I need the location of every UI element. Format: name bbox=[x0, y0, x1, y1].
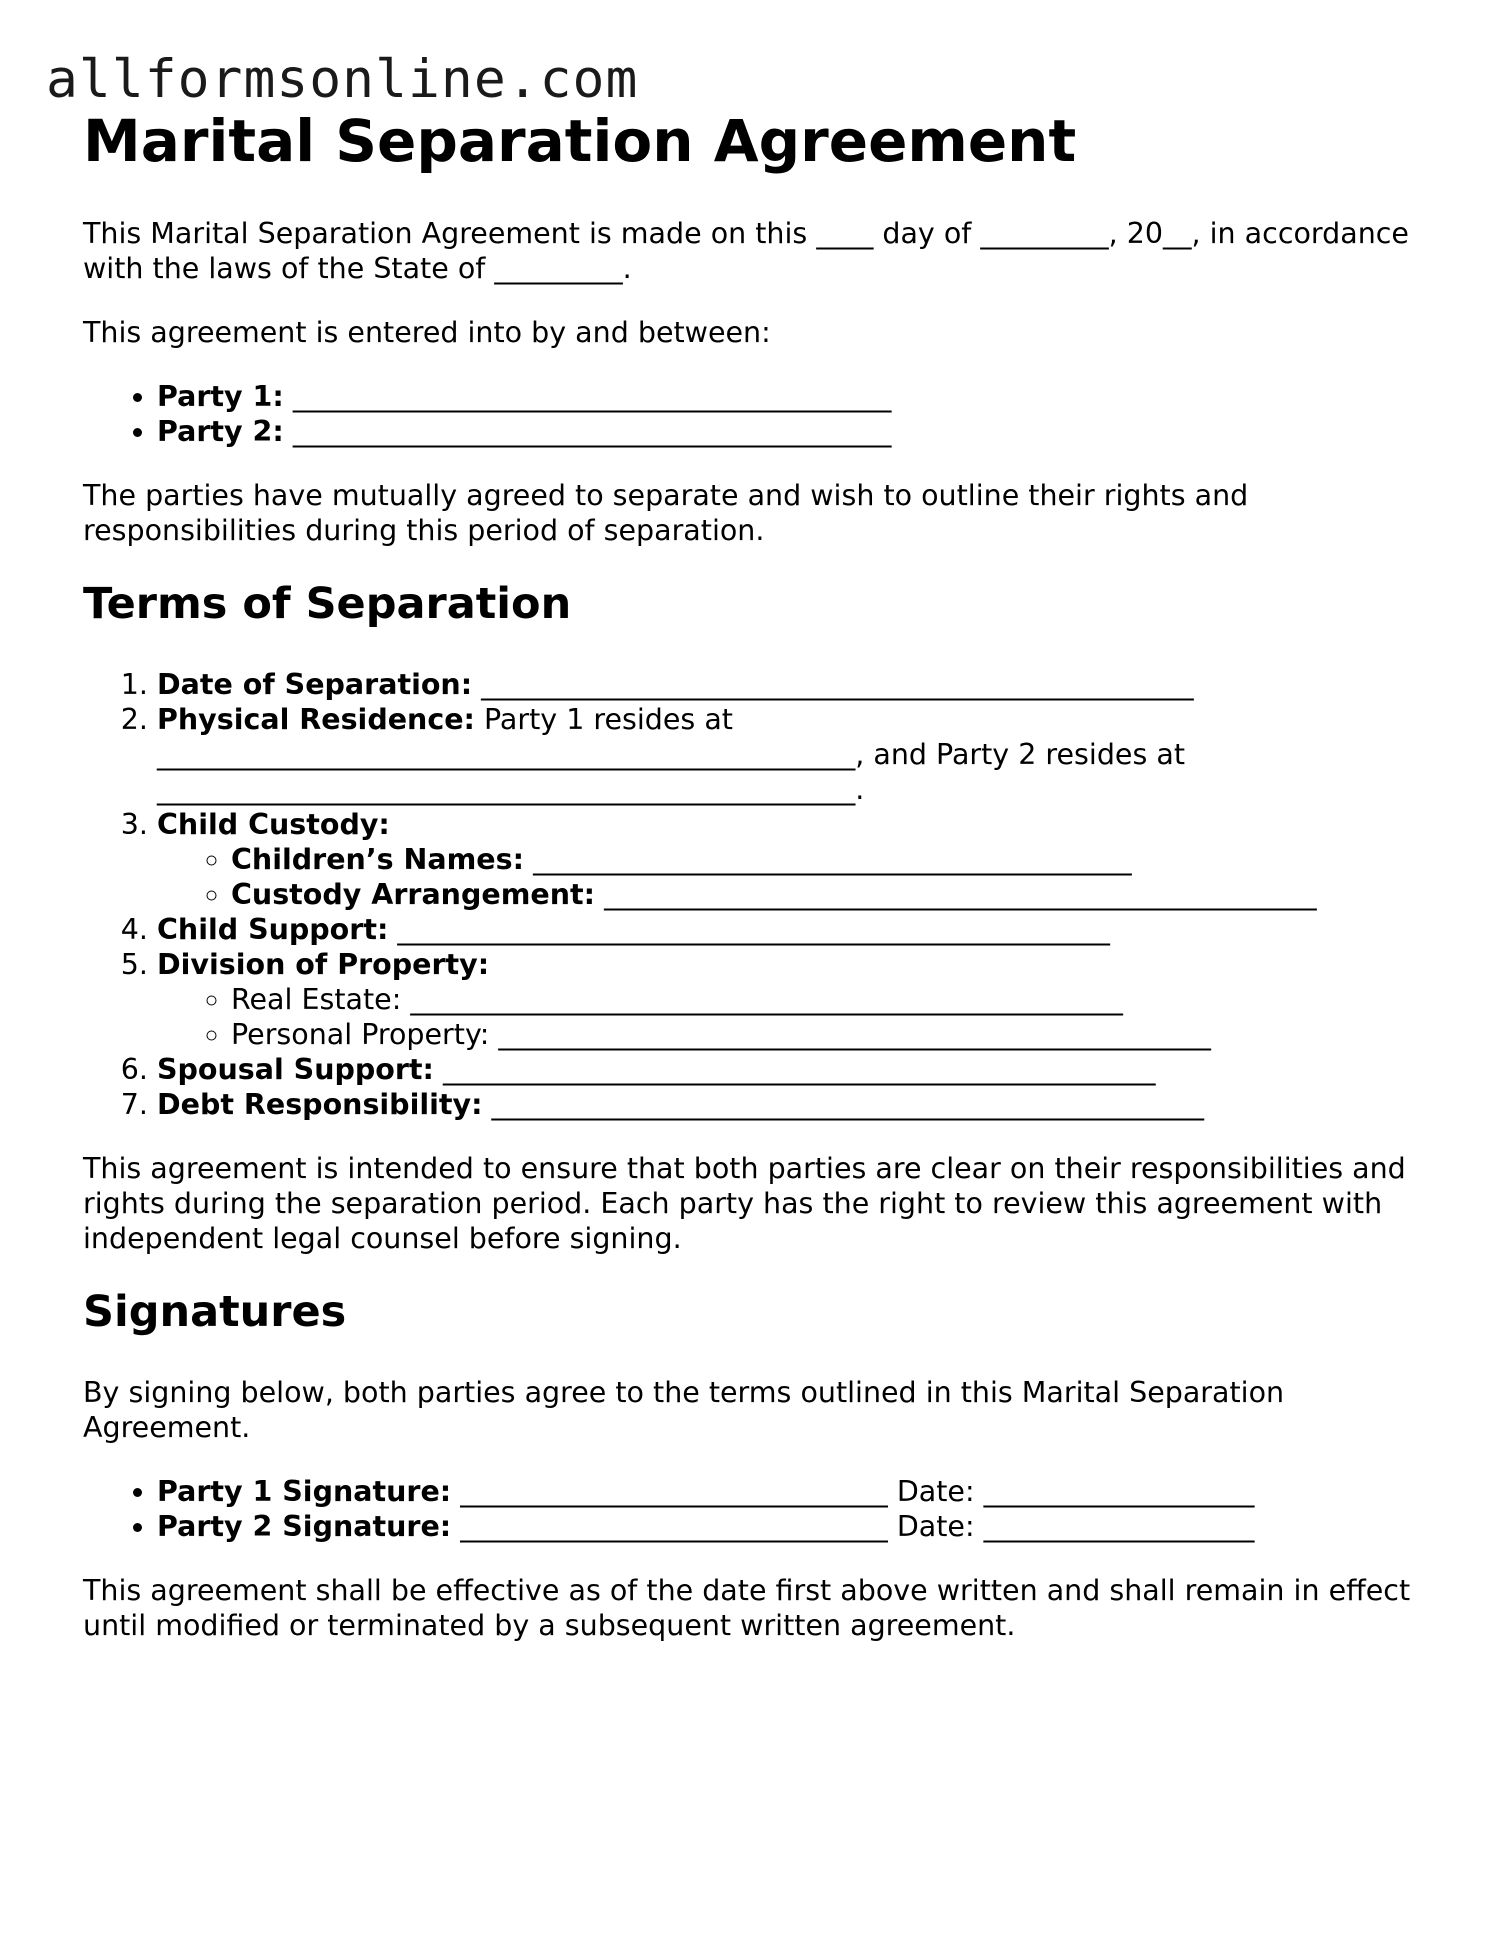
between-paragraph: This agreement is entered into by and between: bbox=[83, 316, 771, 349]
signing-statement: By signing below, both parties agree to the terms outlined in this Marital Separation Agreement. bbox=[83, 1376, 1285, 1444]
spousal-support-field: __________________________________________________ bbox=[443, 1053, 1156, 1086]
child-support-field: __________________________________________________ bbox=[397, 913, 1110, 946]
party-2-item bbox=[157, 414, 1443, 449]
child-custody-sublist bbox=[157, 842, 1443, 912]
real-estate-item: ◦ Real Estate: __________________________________________________ bbox=[231, 982, 1443, 1017]
signatures-heading: Signatures bbox=[83, 1287, 347, 1337]
debt-responsibility-label: Debt Responsibility: bbox=[157, 1088, 483, 1121]
term-spousal-support bbox=[157, 1052, 1443, 1087]
document-title: Marital Separation Agreement bbox=[83, 107, 1077, 175]
intro-paragraph: This Marital Separation Agreement is made on this ____ day of _________, 20__, in accordance with the laws of the State of _________. bbox=[83, 217, 1409, 285]
party-2-signature-field: ______________________________ Date: ___________________ bbox=[460, 1510, 1255, 1543]
party-1-signature-field: ______________________________ Date: ___________________ bbox=[460, 1475, 1255, 1508]
term-division-of-property bbox=[157, 947, 1443, 1052]
party-1-field: __________________________________________ bbox=[292, 380, 892, 413]
parties-list bbox=[83, 379, 1443, 449]
watermark: allformsonline.com bbox=[46, 49, 639, 110]
party-2-label: Party 2: bbox=[157, 415, 284, 448]
intent-paragraph: This agreement is intended to ensure that both parties are clear on their responsibilities and rights during the separation period. Each party has the right to review this agreement with independent legal counsel before signing. bbox=[83, 1152, 1406, 1255]
date-of-separation-field: __________________________________________________ bbox=[481, 668, 1194, 701]
party-2-signature-label: Party 2 Signature: bbox=[157, 1510, 452, 1543]
terms-list bbox=[83, 667, 1443, 1122]
date-of-separation-label: Date of Separation: bbox=[157, 668, 473, 701]
division-of-property-sublist bbox=[157, 982, 1443, 1052]
physical-residence-label: Physical Residence: bbox=[157, 703, 475, 736]
debt-responsibility-field: __________________________________________________ bbox=[491, 1088, 1205, 1121]
document-page bbox=[83, 106, 1443, 1672]
personal-property-item: ◦ Personal Property: __________________________________________________ bbox=[231, 1017, 1443, 1052]
child-support-label: Child Support: bbox=[157, 913, 389, 946]
terms-heading: Terms of Separation bbox=[83, 579, 572, 629]
division-of-property-label: Division of Property: bbox=[157, 948, 490, 981]
party-1-signature-item bbox=[157, 1474, 1443, 1509]
party-1-item bbox=[157, 379, 1443, 414]
term-child-custody bbox=[157, 807, 1443, 912]
physical-residence-text: Party 1 resides at _________________________________________________, and Party 2 resides at _________________________________________________. bbox=[157, 703, 1185, 806]
effective-paragraph: This agreement shall be effective as of the date first above written and shall remain in effect until modified or terminated by a subsequent written agreement. bbox=[83, 1574, 1411, 1642]
party-2-signature-item bbox=[157, 1509, 1443, 1544]
term-physical-residence bbox=[157, 702, 1443, 807]
custody-arrangement-item bbox=[231, 877, 1443, 912]
children-names-field: __________________________________________ bbox=[533, 843, 1132, 876]
party-2-field: __________________________________________ bbox=[292, 415, 892, 448]
term-child-support bbox=[157, 912, 1443, 947]
party-1-label: Party 1: bbox=[157, 380, 284, 413]
term-debt-responsibility bbox=[157, 1087, 1443, 1122]
term-date-of-separation bbox=[157, 667, 1443, 702]
custody-arrangement-field: __________________________________________________ bbox=[604, 878, 1317, 911]
children-names-label: Children’s Names: bbox=[231, 843, 525, 876]
custody-arrangement-label: Custody Arrangement: bbox=[231, 878, 596, 911]
children-names-item bbox=[231, 842, 1443, 877]
purpose-paragraph: The parties have mutually agreed to separate and wish to outline their rights and responsibilities during this period of separation. bbox=[83, 479, 1249, 547]
child-custody-label: Child Custody: bbox=[157, 808, 390, 841]
party-1-signature-label: Party 1 Signature: bbox=[157, 1475, 452, 1508]
spousal-support-label: Spousal Support: bbox=[157, 1053, 434, 1086]
signatures-list bbox=[83, 1474, 1443, 1544]
